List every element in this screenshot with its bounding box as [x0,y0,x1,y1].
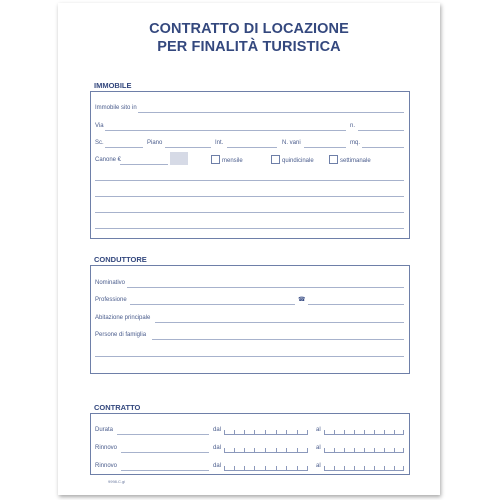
label-nominativo: Nominativo [95,280,126,286]
checkbox-settimanale[interactable] [329,155,338,164]
section-heading-immobile: IMMOBILE [94,81,132,90]
field-piano[interactable] [165,147,211,148]
field-interno[interactable] [227,147,277,148]
date-field-rinnovo-2-dal[interactable] [224,462,308,471]
field-rinnovo-1[interactable] [121,452,209,453]
field-scala[interactable] [105,147,143,148]
label-rinnovo-2-al: al [316,463,321,469]
date-field-durata-al[interactable] [324,426,404,435]
label-scala: Sc. [95,140,104,146]
label-numero: n. [350,123,356,129]
checkbox-quindicinale[interactable] [271,155,280,164]
checkbox-mensile[interactable] [211,155,220,164]
label-piano: Piano [147,140,163,146]
field-rinnovo-2[interactable] [121,470,209,471]
field-durata[interactable] [117,434,209,435]
section-heading-conduttore: CONDUTTORE [94,255,147,264]
section-heading-contratto: CONTRATTO [94,403,141,412]
field-conduttore-note-line[interactable] [95,356,404,357]
footer-product-code: 9998.C.gi [108,479,126,484]
label-abitazione-principale: Abitazione principale [95,315,151,321]
field-mq[interactable] [362,147,404,148]
label-durata: Durata [95,427,114,433]
field-nominativo[interactable] [127,287,404,288]
label-immobile-sito-in: Immobile sito in [95,105,137,111]
telephone-icon: ☎ [298,297,306,303]
label-rinnovo-1-al: al [316,445,321,451]
label-rinnovo-1-dal: dal [213,445,222,451]
date-field-rinnovo-2-al[interactable] [324,462,404,471]
label-rinnovo-1: Rinnovo [95,445,118,451]
label-via: Via [95,123,104,129]
canone-shaded-box [170,152,188,165]
label-rinnovo-2-dal: dal [213,463,222,469]
field-canone[interactable] [120,164,168,165]
field-telefono[interactable] [308,304,404,305]
field-note-line-2[interactable] [95,196,404,197]
field-abitazione-principale[interactable] [155,322,404,323]
label-rinnovo-2: Rinnovo [95,463,118,469]
immobile-box [90,91,410,239]
label-n-vani: N. vani [282,140,301,146]
label-canone: Canone € [95,157,122,163]
field-via[interactable] [105,130,346,131]
field-note-line-3[interactable] [95,212,404,213]
date-field-rinnovo-1-dal[interactable] [224,444,308,453]
label-mensile: mensile [222,158,243,164]
label-interno: Int. [215,140,224,146]
field-professione[interactable] [130,304,295,305]
field-note-line-4[interactable] [95,228,404,229]
conduttore-box [90,265,410,374]
label-persone-di-famiglia: Persone di famiglia [95,332,147,338]
field-n-vani[interactable] [304,147,346,148]
label-quindicinale: quindicinale [282,158,314,164]
label-mq: mq. [350,140,361,146]
form-sheet [58,3,440,495]
label-settimanale: settimanale [340,158,371,164]
form-title-line1: CONTRATTO DI LOCAZIONE [149,21,349,37]
label-durata-al: al [316,427,321,433]
field-numero[interactable] [358,130,404,131]
field-persone-di-famiglia[interactable] [152,339,404,340]
field-note-line-1[interactable] [95,180,404,181]
label-durata-dal: dal [213,427,222,433]
date-field-durata-dal[interactable] [224,426,308,435]
form-title-line2: PER FINALITÀ TURISTICA [157,39,341,55]
label-professione: Professione [95,297,127,303]
date-field-rinnovo-1-al[interactable] [324,444,404,453]
contratto-box [90,413,410,475]
field-immobile-sito-in[interactable] [138,112,404,113]
